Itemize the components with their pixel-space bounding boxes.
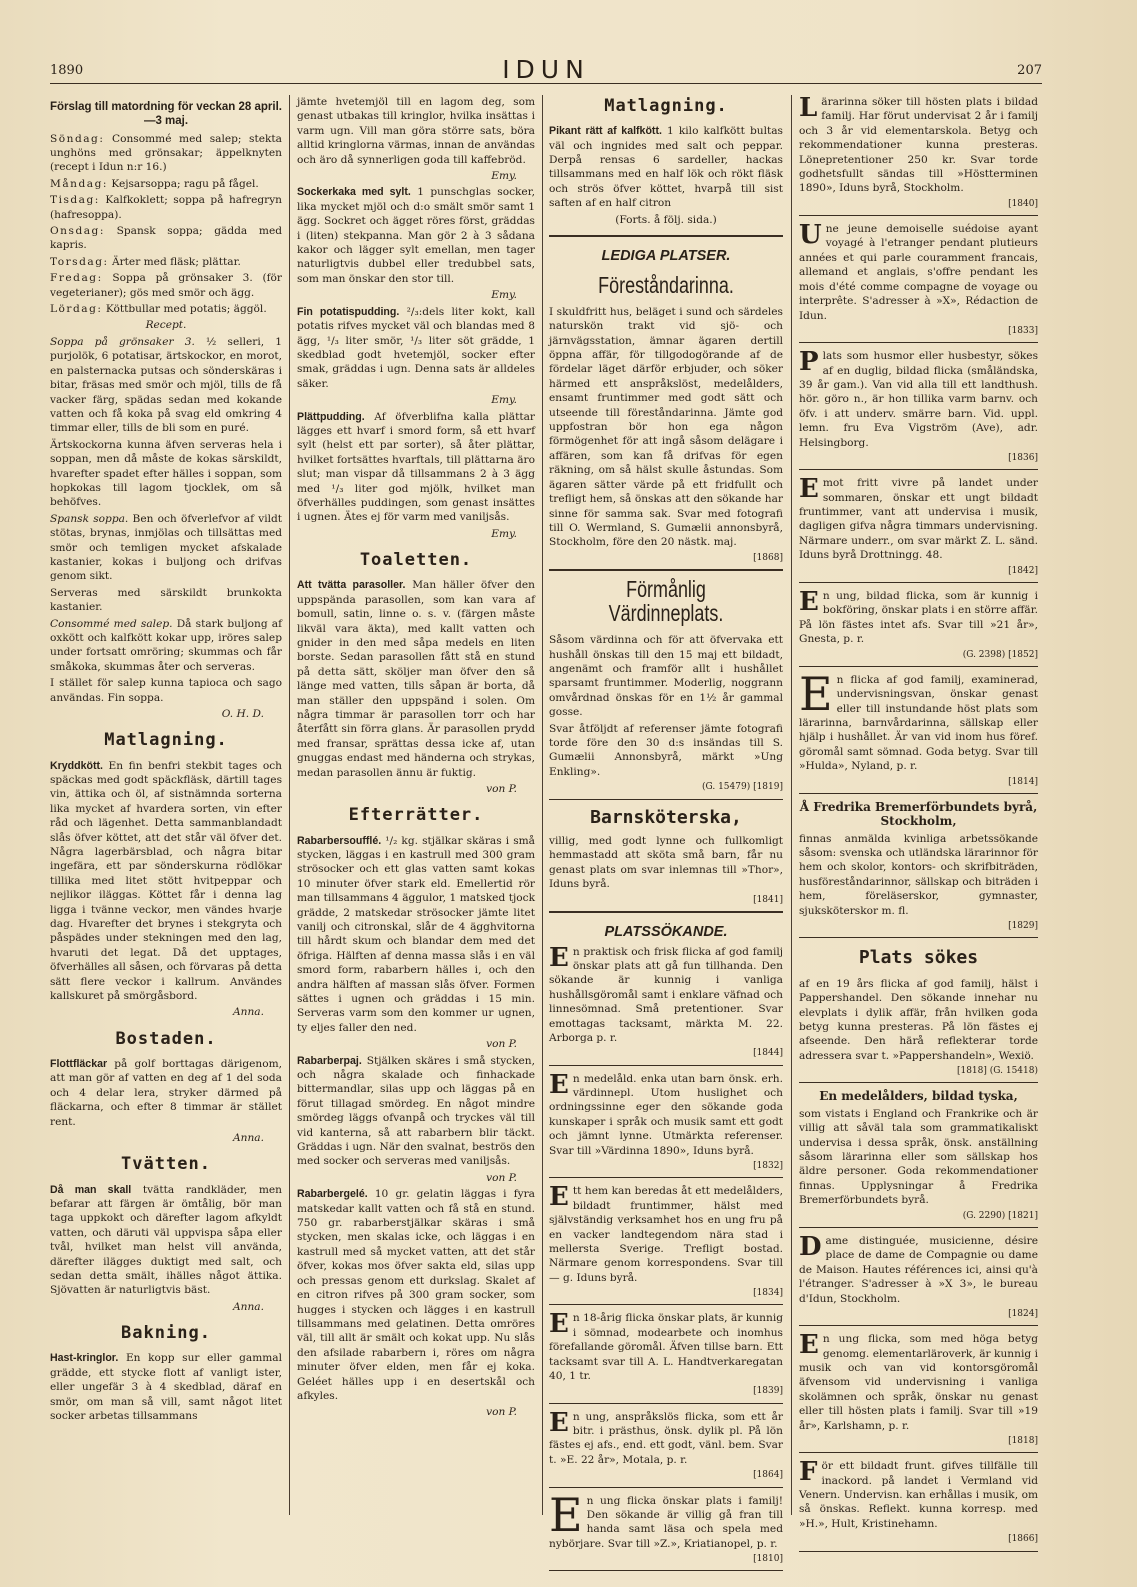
recipe-paragraph: Rabarbersoufflé. ¹/₂ kg. stjälkar skäras i små stycken, läggas i en kastrull med 300 gram strösocker och ett glas vatten samt kokas 10 minuter öfver stark eld. Emellertid rör man tillsammans 4 äggulor, 1 matsked tjock grädde, 2 matskedar strösocker jämte litet vanilj och citronskal, slår de 4 ägghvitorna till hårdt skum och blandar dem med det öfriga. Hälften af denna massa slås i en väl smord form, rabarbern hälles i, och den andra hälften af massan slås öfver. Formen sättes i ugnen och gräddas i 15 min. Serveras varm som den kommer ur ugnen, ty eljes faller den ned. (297, 834, 535, 1034)
section-heading: Bostaden. (115, 1028, 217, 1049)
classified-ad: En medelåld. enka utan barn önsk. erh. värdinnepl. Utom huslighet och ordningssinne eger den sökande goda kunskaper i språk och musik samt ett godt och jämnt lynne. Utmärkta referenser. Svar till »Värdinna 1890», Iduns byrå. [1832] (549, 1072, 783, 1179)
menu-day: Söndag: Consommé med salep; stekta unghöns med grönsakar; äppelknyten (recept i Idun n:r 16.) (50, 132, 282, 174)
signature: Anna. (233, 1132, 264, 1144)
ad-title: Plats sökes (858, 947, 979, 969)
classified-ad: Plats sökes af en 19 års flicka af god familj, hälst i Pappershandel. Den sökande innehar nu elevplats i dylik affär, från hvilken goda betyg kunna presteras. På lön fästes ej afseende. Den härå reflekterar torde adressera svar t. »Pappershandeln», Wexiö. [1818] (G. 15418) (799, 946, 1038, 1083)
classified-ad: Plats som husmor eller husbestyr, sökes af en duglig, bildad flicka (småländska, 39 år gam.). Van vid alla till ett landthush. hör. göro n., är hon tillika varm barnv. och öfv. i att underv. smärre barn. Vid. uppl. lemn. fru Eva Vigström (Ave), adr. Helsingborg. [1836] (799, 349, 1038, 470)
classified-ad: Une jeune demoiselle suédoise ayant voyagé à l'etranger pendant plutieurs années et qui parle couramment francais, allemand et anglais, s'offre pendant les mois d'été comme compagne de voyage ou interprête. S'adresser à »X», Rédaction de Idun. [1833] (799, 222, 1038, 343)
divider (549, 235, 783, 237)
section-heading: Matlagning. (604, 96, 728, 116)
section-heading: Bakning. (121, 1323, 211, 1344)
ads-section-heading: PLATSSÖKANDE. (604, 923, 728, 940)
recipe-paragraph: Pikant rätt af kalfkött. 1 kilo kalfkött bultas väl och ingnides med salt och peppar. Derpå rensas 6 sardeller, hackas tillsammans med en half lök och rökt fläsk och strös öfver köttet, hvarpå till sist saften af en half citron (549, 125, 783, 210)
classified-ad: En flicka af god familj, examinerad, undervisningsvan, önskar genast eller till instundande höst plats som lärarinna, barnvårdarinna, sällskap eller hjälp i hushållet. Är van vid inom hus föref. göromål samt sömnad. Goda betyg. Svar till »Hulda», Nyland, p. r. [1814] (799, 673, 1038, 794)
classified-ad: Såsom värdinna och för att öfvervaka ett hushåll önskas till den 15 maj ett bildadt, angenämt och framför allt i hushållet sparsamt fruntimmer. Moderlig, noggrann omvårdnad önskas för en 1½ år gammal gosse. Svar åtföljdt af referenser jämte fotografi torde före den 30 d:s insändas till S. Gumælii Annonsbyrå, märkt »Ung Enkling». (G. 15479) [1819] (549, 633, 783, 799)
recipe-paragraph: Då man skall tvätta randkläder, men befarar att färgen är ömtålig, bör man taga uppkokt och därefter lagom afkyldt vatten, och däruti väl uppvispa såpa eller tvål, hvilket man helst vill använda, därefter ilägges duktigt med salt, och sedan detta smält, ihälles något ättika. Sjövatten är naturligtvis bäst. (50, 1183, 283, 1297)
menu-day: Torsdag: Ärter med fläsk; plättar. (50, 255, 241, 268)
column-divider (289, 95, 290, 1515)
ad-title: Föreståndarinna. (598, 271, 734, 298)
recipe-paragraph: I stället för salep kunna tapioca och sago användas. Fin soppa. (50, 677, 282, 704)
classified-ad: Ett hem kan beredas åt ett medelålders, bildadt fruntimmer, hälst med självständig verksamhet hos en ung fru på en vacker landtegendom nära stad i mellersta Sverige. Trefligt bostad. Närmare genom korrespondens. Svar till — g. Iduns byrå. [1834] (549, 1184, 783, 1305)
signature: O. H. D. (221, 708, 264, 721)
page-header (50, 57, 1042, 84)
signature: von P. (486, 1038, 517, 1051)
section-heading: Efterrätter. (348, 805, 484, 826)
classified-ad: En ung, bildad flicka, som är kunnig i bokföring, önskar plats i en större affär. På lön fästes intet afs. Svar till »21 år», Gnesta, p. r. (G. 2398) [1852] (799, 589, 1038, 667)
section-heading: Matlagning. (104, 730, 228, 751)
classified-ad: En medelålders, bildad tyska, som vistats i England och Frankrike och är villig att såväl tala som grammatikaliskt undervisa i dessa språk, önsk. anställning såsom lärarinna eller som sällskap hos äldre personer. Goda rekommendationer finnas. Upplysningar å Fredrika Bremerförbundets byrå. (G. 2290) [1821] (799, 1089, 1038, 1227)
recipe-paragraph: Kryddkött. En fin benfri stekbit tages och späckas med godt späckfläsk, därtill tages vin, ättika och öl, af sistnämnda sorterna lika mycket af hvardera sorten, vin efter råd och lägenhet. Detta sammanblandadt slås öfver köttet, att det står väl öfver det. Några lagerbärsblad, och några bitar ingefära, ett par sönderskurna rödlökar tillika med litet stött hvitpeppar och nejlikor iläggas. Köttet får i denna lag ligga i tvänne veckor, men vändes hvarje dag. Hvarefter det brynes i stekgryta och påspädes under stekningen med den lag, hvaruti det legat. Då det upptages, öfverhälles all såsen, och förvaras på detta sätt flere veckor i kallrum. Användes kallskuret på smörgåsbord. (50, 759, 282, 1003)
signature: Emy. (491, 394, 517, 407)
column-3 (549, 95, 783, 1565)
menu-title: Förslag till matordning för veckan 28 april.—3 maj. (50, 101, 282, 127)
signature: Emy. (491, 527, 517, 540)
classified-ad: Dame distinguée, musicienne, désire place de dame de Compagnie ou dame de Maison. Hautes références ici, ainsi qu'à l'étranger. S'adresser à »X 3», le bureau d'Idun, Stockholm. [1824] (799, 1234, 1038, 1326)
signature: von P. (486, 782, 517, 795)
recipe-paragraph: Consommé med salep. Då stark buljong af oxkött och kalfkött kokar upp, iröres salep under fortsatt omröring; skummas och får småkoka, skummas åter och serveras. (50, 617, 283, 673)
recipe-paragraph: Flottfläckar på golf borttagas därigenom, att man gör af vatten en deg af 1 del soda och 4 delar lera, stryker därmed på fläckarna, och efter 8 timmar är stället rent. (50, 1057, 282, 1128)
continued-note: (Forts. å följ. sida.) (615, 213, 717, 226)
menu-days (50, 132, 282, 317)
menu-day: Onsdag: Spansk soppa; gädda med kapris. (50, 225, 282, 252)
ad-title: Barnsköterska, (590, 806, 742, 828)
ad-title: Å Fredrika Bremerförbundets byrå, Stockholm, (799, 799, 1038, 829)
recipe-paragraph: Serveras med särskildt brunkokta kastanier. (50, 586, 282, 614)
column-2 (297, 95, 535, 1527)
recipe-paragraph: Soppa på grönsaker 3. ½ selleri, 1 purjolök, 6 potatisar, ärtskockor, en morot, en palsternacka putsas och sönderskäras i bitar, fräsas med smör och mjöl, tills de få vacker färg, spädas sedan med kokande vatten och få koka på svag eld omkring 4 timmar eller, tills de bli som en puré. (50, 335, 283, 435)
ad-title: Förmånlig Värdinneplats. (608, 575, 724, 627)
classified-ad: Emot fritt vivre på landet under sommaren, önskar ett ungt bildadt fruntimmer, vant att undervisa i musik, dagligen gifva några timmars undervisning. Närmare underr., om svar märkt Z. L. sänd. Iduns byrå Drottningg. 48. [1842] (799, 476, 1038, 583)
classified-ad: En ung flicka, som med höga betyg genomg. elementarläroverk, är kunnig i musik och van vid kontorsgöromål äfvensom vid undervisning i vanliga skolämnen och språk, önskar nu genast eller till hösten plats i familj. Svar till »19 år», Karlshamn, p. r. [1818] (799, 1332, 1038, 1453)
signature: von P. (486, 1171, 517, 1184)
recipe-paragraph: Hast-kringlor. En kopp sur eller gammal grädde, ett stycke flott af vanligt ister, eller ungefär 3 à 4 skedblad, däraf en smör, om man så vill, samt något litet socker arbetas tillsammans (50, 1352, 282, 1422)
classified-ad: En 18-årig flicka önskar plats, är kunnig i sömnad, modearbete och inomhus förefallande göromål. Äfven tillse barn. Ett tacksamt svar till A. L. Handtverkaregatan 40, 1 tr. [1839] (549, 1311, 783, 1403)
classified-ad: En ung, anspråkslös flicka, som ett år bitr. i prästhus, önsk. dylik pl. På lön fästes ej afs., end. ett godt, vänl. bem. Svar t. »E. 22 år», Motala, p. r. [1864] (549, 1410, 783, 1488)
menu-day: Lördag: Köttbullar med potatis; äggöl. (50, 303, 267, 316)
recipe-paragraph: Plättpudding. Af öfverblifna kalla plättar lägges ett hvarf i smord form, så ett hvarf sylt (helst ett par sorter), så åter plättar, hvilket fortsättes hvarftals, till plättarna äro slut; man vispar då tillsammans 2 à 3 ägg med ¹/₃ liter god mjölk, hvilket man öfverhälles puddingen, som genast insättes i ugnen. Ätes ej för varm med vaniljsås. (297, 410, 535, 524)
recipe-paragraph: Att tvätta parasoller. Man häller öfver den uppspända parasollen, som kan vara af bomull, satin, linne o. s. v. (färgen måste likväl vara äkta), med kallt vatten och gnider in den med såpa medels en liten borste. Sedan parasollen fått stå en stund på detta sätt, sköljer man öfver den så länge med vatten, tills såpan är borta, då man ställer den uppspänd i solen. Om några timmar är parasollen torr och har återfått sin förra glans. Är parasollen prydd med fransar, sprättas dessa icke af, utan gnuggas endast med händerna och strykas, medan parasollen ännu är fuktig. (297, 579, 535, 779)
classified-ad: Å Fredrika Bremerförbundets byrå, Stockholm, finnas anmälda kvinliga arbetssökande såsom: svenska och utländska lärarinnor för hem och skolor, kontors- och skrifbiträden, husföreståndarinnor, sällskap och biträden i hem, föreläserskor, gymnaster, sjuksköterskor m. fl. [1829] (799, 800, 1038, 938)
recipe-paragraph: Sockerkaka med sylt. 1 punschglas socker, lika mycket mjöl och d:o smält smör samt 1 ägg. Sockret och ägget röres först, gräddas i (liten) stekpanna. Man gör 2 à 3 sådana kakor och lägger sylt emellan, men tager naturligtvis dubbel eller tredubbel sats, som man önskar den stor till. (297, 186, 535, 285)
section-heading: Tvätten. (121, 1154, 211, 1175)
recipe-paragraph: Rabarbergelé. 10 gr. gelatin läggas i fyra matskedar kallt vatten och få stå en stund. 750 gr. rabarberstjälkar skäras i små stycken, men skalas icke, och läggas i en kastrull med så mycket vatten, att det står öfver, kokas mos öfver sakta eld, silas upp och pressas genom ett durkslag. Skalet af en citron rifves på 300 gram socker, som hugges i stycken och lägges i en kastrull tillsammans med gelatinen. Detta omröres väl, till allt är smält och kokat upp. Nu slås den afsilade rabarbern i, röres om några minuter öfver elden, men får ej koka. Geléet hälles upp i en desertskål och afkyles. (297, 1188, 535, 1402)
ads-section-heading: LEDIGA PLATSER. (601, 247, 731, 264)
left-page-number: 1890 (50, 63, 84, 78)
recept-label: Recept. (145, 319, 187, 332)
menu-day: Tisdag: Kalfkoklett; soppa på hafregryn (hafresoppa). (50, 194, 283, 221)
column-1 (50, 95, 282, 1527)
menu-day: Måndag: Kejsarsoppa; ragu på fågel. (50, 177, 259, 190)
recipe-paragraph: Ärtskockorna kunna äfven serveras hela i soppan, men då måste de kokas särskildt, hvarefter spadet efter hälles i soppan, som hopkokas till lagom tjocklek, om så behöfves. (50, 438, 282, 509)
classified-ad: I skuldfritt hus, beläget i sund och särdeles naturskön trakt vid sjö- och järnvägsstation, ämnar ägaren dertill öppna affär, för tillgodogörande af de fördelar läget därför erbjuder, och söker härmed ett anspråkslöst, medelålders, ensamt fruntimmer med godt sätt och utseende till föreståndarinna. Jämte god uppfostran bör hon ega någon förmögenhet för att ingå såsom delägare i affären, som kan få drifvas för egen räkning, om så hälst skulle åstundas. Som ägaren sätter värde på ett fridfullt och trefligt hem, så önskas att den sökande har sinne för samma sak. Svar med fotografi till O. Wermland, S. Gumælii annonsbyrå, Stockholm, före den 20 nästk. maj. [1868] (549, 305, 783, 571)
column-divider (542, 95, 543, 1515)
recipe-paragraph: jämte hvetemjöl till en lagom deg, som genast utbakas till kringlor, hvilka insättas i varm ugn. Vill man göra större sats, böra alltid kringlorna värmas, innan de användas och äro då synnerligen goda till kaffebröd. (297, 96, 535, 166)
menu-day: Fredag: Soppa på grönsaker 3. (för vegeterianer); gös med smör och ägg. (50, 272, 282, 299)
right-page-number: 207 (1017, 63, 1042, 78)
classified-ad: villig, med godt lynne och fullkomligt hemmastadd att sköta små barn, får nu genast plats om svar inlemnas till »Thor», Iduns byrå. [1841] (549, 834, 783, 913)
recipe-paragraph: Rabarberpaj. Stjälken skäres i små stycken, och några skalade och finhackade bittermandlar, silas upp och läggas på en förut tillagad smördeg. En något mindre smördeg läggs ofvanpå och tryckes väl till vid kanterna, så att rabarbern blir täckt. Gräddas i ugn. När den svalnat, beströs den med socker och serveras med vaniljsås. (297, 1054, 535, 1168)
signature: von P. (486, 1406, 517, 1419)
classified-ad: Lärarinna söker till hösten plats i bildad familj. Har förut undervisat 2 år i familj och 3 år vid elementarskola. Betyg och rekommendationer kunna presteras. Lönepretentioner 250 kr. Svar torde godhetsfullt sändas till »Höstterminen 1890», Iduns byrå, Stockholm. [1840] (799, 95, 1038, 216)
classified-ad: För ett bildadt frunt. gifves tillfälle till inackord. på landet i Vermland vid Venern. Undervisn. kan erhållas i musik, om så önskas. Reflekt. kunna korresp. med »H.», Hult, Kristinehamn. [1866] (799, 1459, 1038, 1551)
classified-ad: En praktisk och frisk flicka af god familj önskar plats att gå fun tillhanda. Den sökande är kunnig i vanliga hushållsgöromål samt i enklare väfnad och linnesömnad. Små pretentioner. Svar emottagas tacksamt, märkta M. 22. Arborga p. r. [1844] (549, 945, 783, 1066)
signature: Emy. (491, 170, 517, 183)
signature: Emy. (491, 289, 517, 302)
classified-ad: En ung flicka önskar plats i familj! Den sökande är villig gå fran till handa samt läsa och spela med nybörjare. Svar till »Z.», Kriatianopel, p. r. [1810] (549, 1494, 783, 1572)
recipe-paragraph: Spansk soppa. Ben och öfverlefvor af vildt stötas, brynas, inmjölas och tillsättas med smör och temligen mycket afskalade kastanier, kokas i buljong och drifvas genom sikt. (50, 512, 283, 583)
column-divider (791, 95, 792, 1515)
column-4 (799, 93, 1038, 1545)
recipe-paragraph: Fin potatispudding. ²/₃:dels liter kokt, kall potatis rifves mycket väl och blandas med 8 ägg, ¹/₃ liter smör, ¹/₃ liter söt grädde, 1 skedblad godt hvetemjöl, socker efter smak, gräddas i ugn. Denna sats är alldeles säker. (297, 305, 535, 390)
signature: Anna. (233, 1300, 264, 1313)
signature: Anna. (233, 1006, 264, 1019)
ad-title: En medelålders, bildad tyska, (819, 1089, 1018, 1104)
masthead: IDUN (502, 55, 590, 84)
section-heading: Toaletten. (359, 550, 473, 571)
